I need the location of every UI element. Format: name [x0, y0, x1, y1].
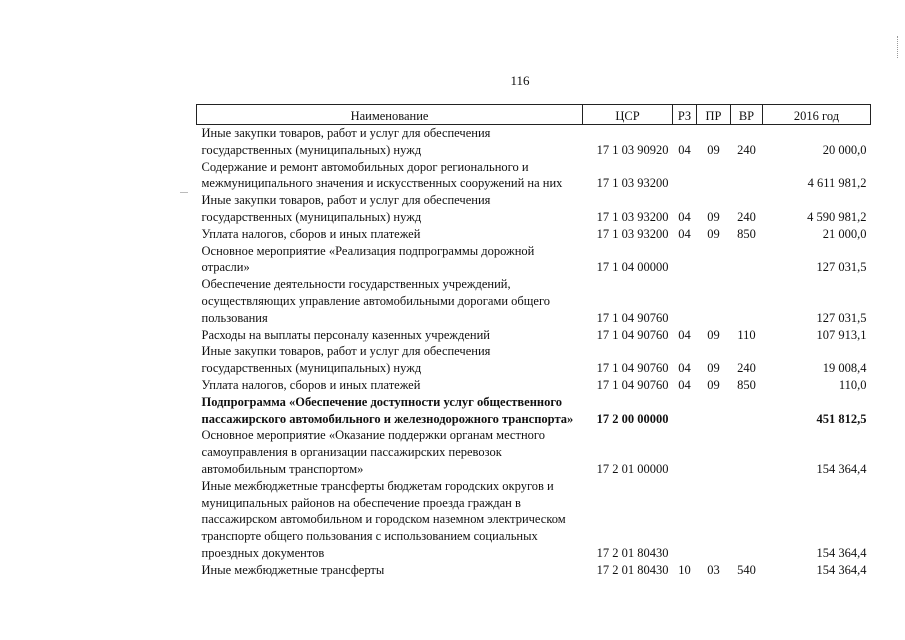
cell-year: 21 000,0 — [822, 226, 867, 241]
header-csr: ЦСР — [583, 105, 673, 125]
cell-vr: 110 — [737, 327, 756, 342]
table-row — [197, 192, 871, 226]
budget-table-container — [196, 104, 870, 579]
cell-rz — [673, 478, 697, 562]
cell-pr: 09 — [707, 142, 720, 157]
cell-year: 127 031,5 — [816, 260, 867, 275]
table-row — [197, 243, 871, 277]
scan-margin-mark — [180, 192, 188, 193]
cell-vr — [731, 243, 763, 277]
table-row — [197, 394, 871, 428]
cell-csr: 17 2 01 00000 — [596, 461, 669, 476]
cell-vr — [731, 394, 763, 428]
cell-year: 19 008,4 — [822, 361, 867, 376]
cell-name: Иные межбюджетные трансферты бюджетам городских округов и муниципальных районов на обеспечение проезда граждан в пассажирском автомобильном и городском наземном электрическом транспорте общего пользования с использованием социальных проездных документов — [201, 478, 566, 560]
cell-year: 154 364,4 — [816, 562, 867, 577]
cell-vr: 850 — [737, 377, 756, 392]
cell-rz — [673, 243, 697, 277]
cell-vr: 240 — [737, 142, 756, 157]
header-year: 2016 год — [763, 105, 871, 125]
cell-csr: 17 1 04 90760 — [596, 377, 669, 392]
cell-rz: 04 — [678, 377, 691, 392]
cell-name: Уплата налогов, сборов и иных платежей — [201, 377, 421, 392]
cell-rz — [673, 394, 697, 428]
cell-vr: 540 — [737, 562, 756, 577]
table-row — [197, 343, 871, 377]
cell-year: 110,0 — [838, 377, 867, 392]
cell-vr: 850 — [737, 226, 756, 241]
table-header — [197, 105, 871, 125]
table-row — [197, 327, 871, 344]
cell-rz — [673, 159, 697, 193]
cell-csr: 17 2 00 00000 — [596, 411, 669, 426]
cell-vr — [731, 478, 763, 562]
cell-name: Содержание и ремонт автомобильных дорог регионального и межмуниципального значения и искусственных сооружений на них — [201, 159, 563, 191]
table-row — [197, 562, 871, 579]
cell-year: 4 611 981,2 — [807, 176, 867, 191]
table-row — [197, 276, 871, 326]
header-pr: ПР — [697, 105, 731, 125]
cell-csr: 17 2 01 80430 — [596, 545, 669, 560]
cell-year: 107 913,1 — [816, 327, 867, 342]
table-row — [197, 478, 871, 562]
cell-pr — [697, 159, 731, 193]
cell-csr: 17 1 04 90760 — [596, 310, 669, 325]
cell-rz: 04 — [678, 142, 691, 157]
cell-year: 154 364,4 — [816, 545, 867, 560]
cell-csr: 17 1 03 90920 — [596, 142, 669, 157]
cell-vr — [731, 427, 763, 477]
cell-rz: 04 — [678, 226, 691, 241]
header-rz: РЗ — [673, 105, 697, 125]
budget-table — [196, 104, 871, 579]
table-row — [197, 159, 871, 193]
table-row — [197, 226, 871, 243]
cell-csr: 17 1 04 90760 — [596, 327, 669, 342]
page-number: 116 — [510, 73, 530, 88]
cell-vr: 240 — [737, 209, 756, 224]
cell-rz — [673, 427, 697, 477]
cell-pr: 09 — [707, 209, 720, 224]
cell-pr: 09 — [707, 226, 720, 241]
cell-name: Подпрограмма «Обеспечение доступности услуг общественного пассажирского автомобильного и железнодорожного транспорта» — [201, 394, 574, 426]
cell-pr: 09 — [707, 377, 720, 392]
cell-rz — [673, 276, 697, 326]
cell-year: 4 590 981,2 — [807, 209, 867, 224]
cell-rz: 04 — [678, 361, 691, 376]
cell-rz: 04 — [678, 209, 691, 224]
table-body — [197, 125, 871, 579]
cell-csr: 17 1 04 90760 — [596, 361, 669, 376]
cell-rz: 04 — [678, 327, 691, 342]
cell-pr — [697, 478, 731, 562]
table-row — [197, 377, 871, 394]
header-vr: ВР — [731, 105, 763, 125]
scan-edge-mark — [897, 36, 899, 58]
cell-csr: 17 1 03 93200 — [596, 176, 669, 191]
cell-pr: 03 — [707, 562, 720, 577]
cell-year: 154 364,4 — [816, 461, 867, 476]
cell-csr: 17 1 03 93200 — [596, 209, 669, 224]
cell-name: Расходы на выплаты персоналу казенных учреждений — [201, 327, 490, 342]
cell-csr: 17 1 03 93200 — [596, 226, 669, 241]
cell-year: 20 000,0 — [822, 142, 867, 157]
cell-vr — [731, 276, 763, 326]
cell-pr — [697, 427, 731, 477]
cell-year: 451 812,5 — [816, 411, 867, 426]
cell-name: Уплата налогов, сборов и иных платежей — [201, 226, 421, 241]
cell-name: Иные закупки товаров, работ и услуг для обеспечения государственных (муниципальных) нужд — [201, 193, 491, 224]
table-row — [197, 125, 871, 159]
cell-name: Иные закупки товаров, работ и услуг для обеспечения государственных (муниципальных) нужд — [201, 344, 491, 376]
cell-pr — [697, 276, 731, 326]
cell-rz: 10 — [678, 562, 691, 577]
cell-csr: 17 2 01 80430 — [596, 562, 669, 577]
cell-csr: 17 1 04 00000 — [596, 260, 669, 275]
cell-year: 127 031,5 — [816, 310, 867, 325]
cell-vr — [731, 159, 763, 193]
header-row — [197, 105, 871, 125]
cell-name: Основное мероприятие «Реализация подпрограммы дорожной отрасли» — [201, 243, 535, 275]
cell-name: Иные закупки товаров, работ и услуг для обеспечения государственных (муниципальных) нужд — [201, 126, 491, 157]
header-name: Наименование — [197, 105, 583, 125]
cell-name: Иные межбюджетные трансферты — [201, 562, 385, 577]
table-row — [197, 427, 871, 477]
cell-vr: 240 — [737, 361, 756, 376]
cell-name: Обеспечение деятельности государственных учреждений, осуществляющих управление автомобильными дорогами общего пользования — [201, 277, 551, 325]
cell-name: Основное мероприятие «Оказание поддержки органам местного самоуправления в организации пассажирских перевозок автомобильным транспортом» — [201, 428, 545, 476]
cell-pr — [697, 394, 731, 428]
cell-pr: 09 — [707, 327, 720, 342]
cell-pr — [697, 243, 731, 277]
cell-pr: 09 — [707, 361, 720, 376]
